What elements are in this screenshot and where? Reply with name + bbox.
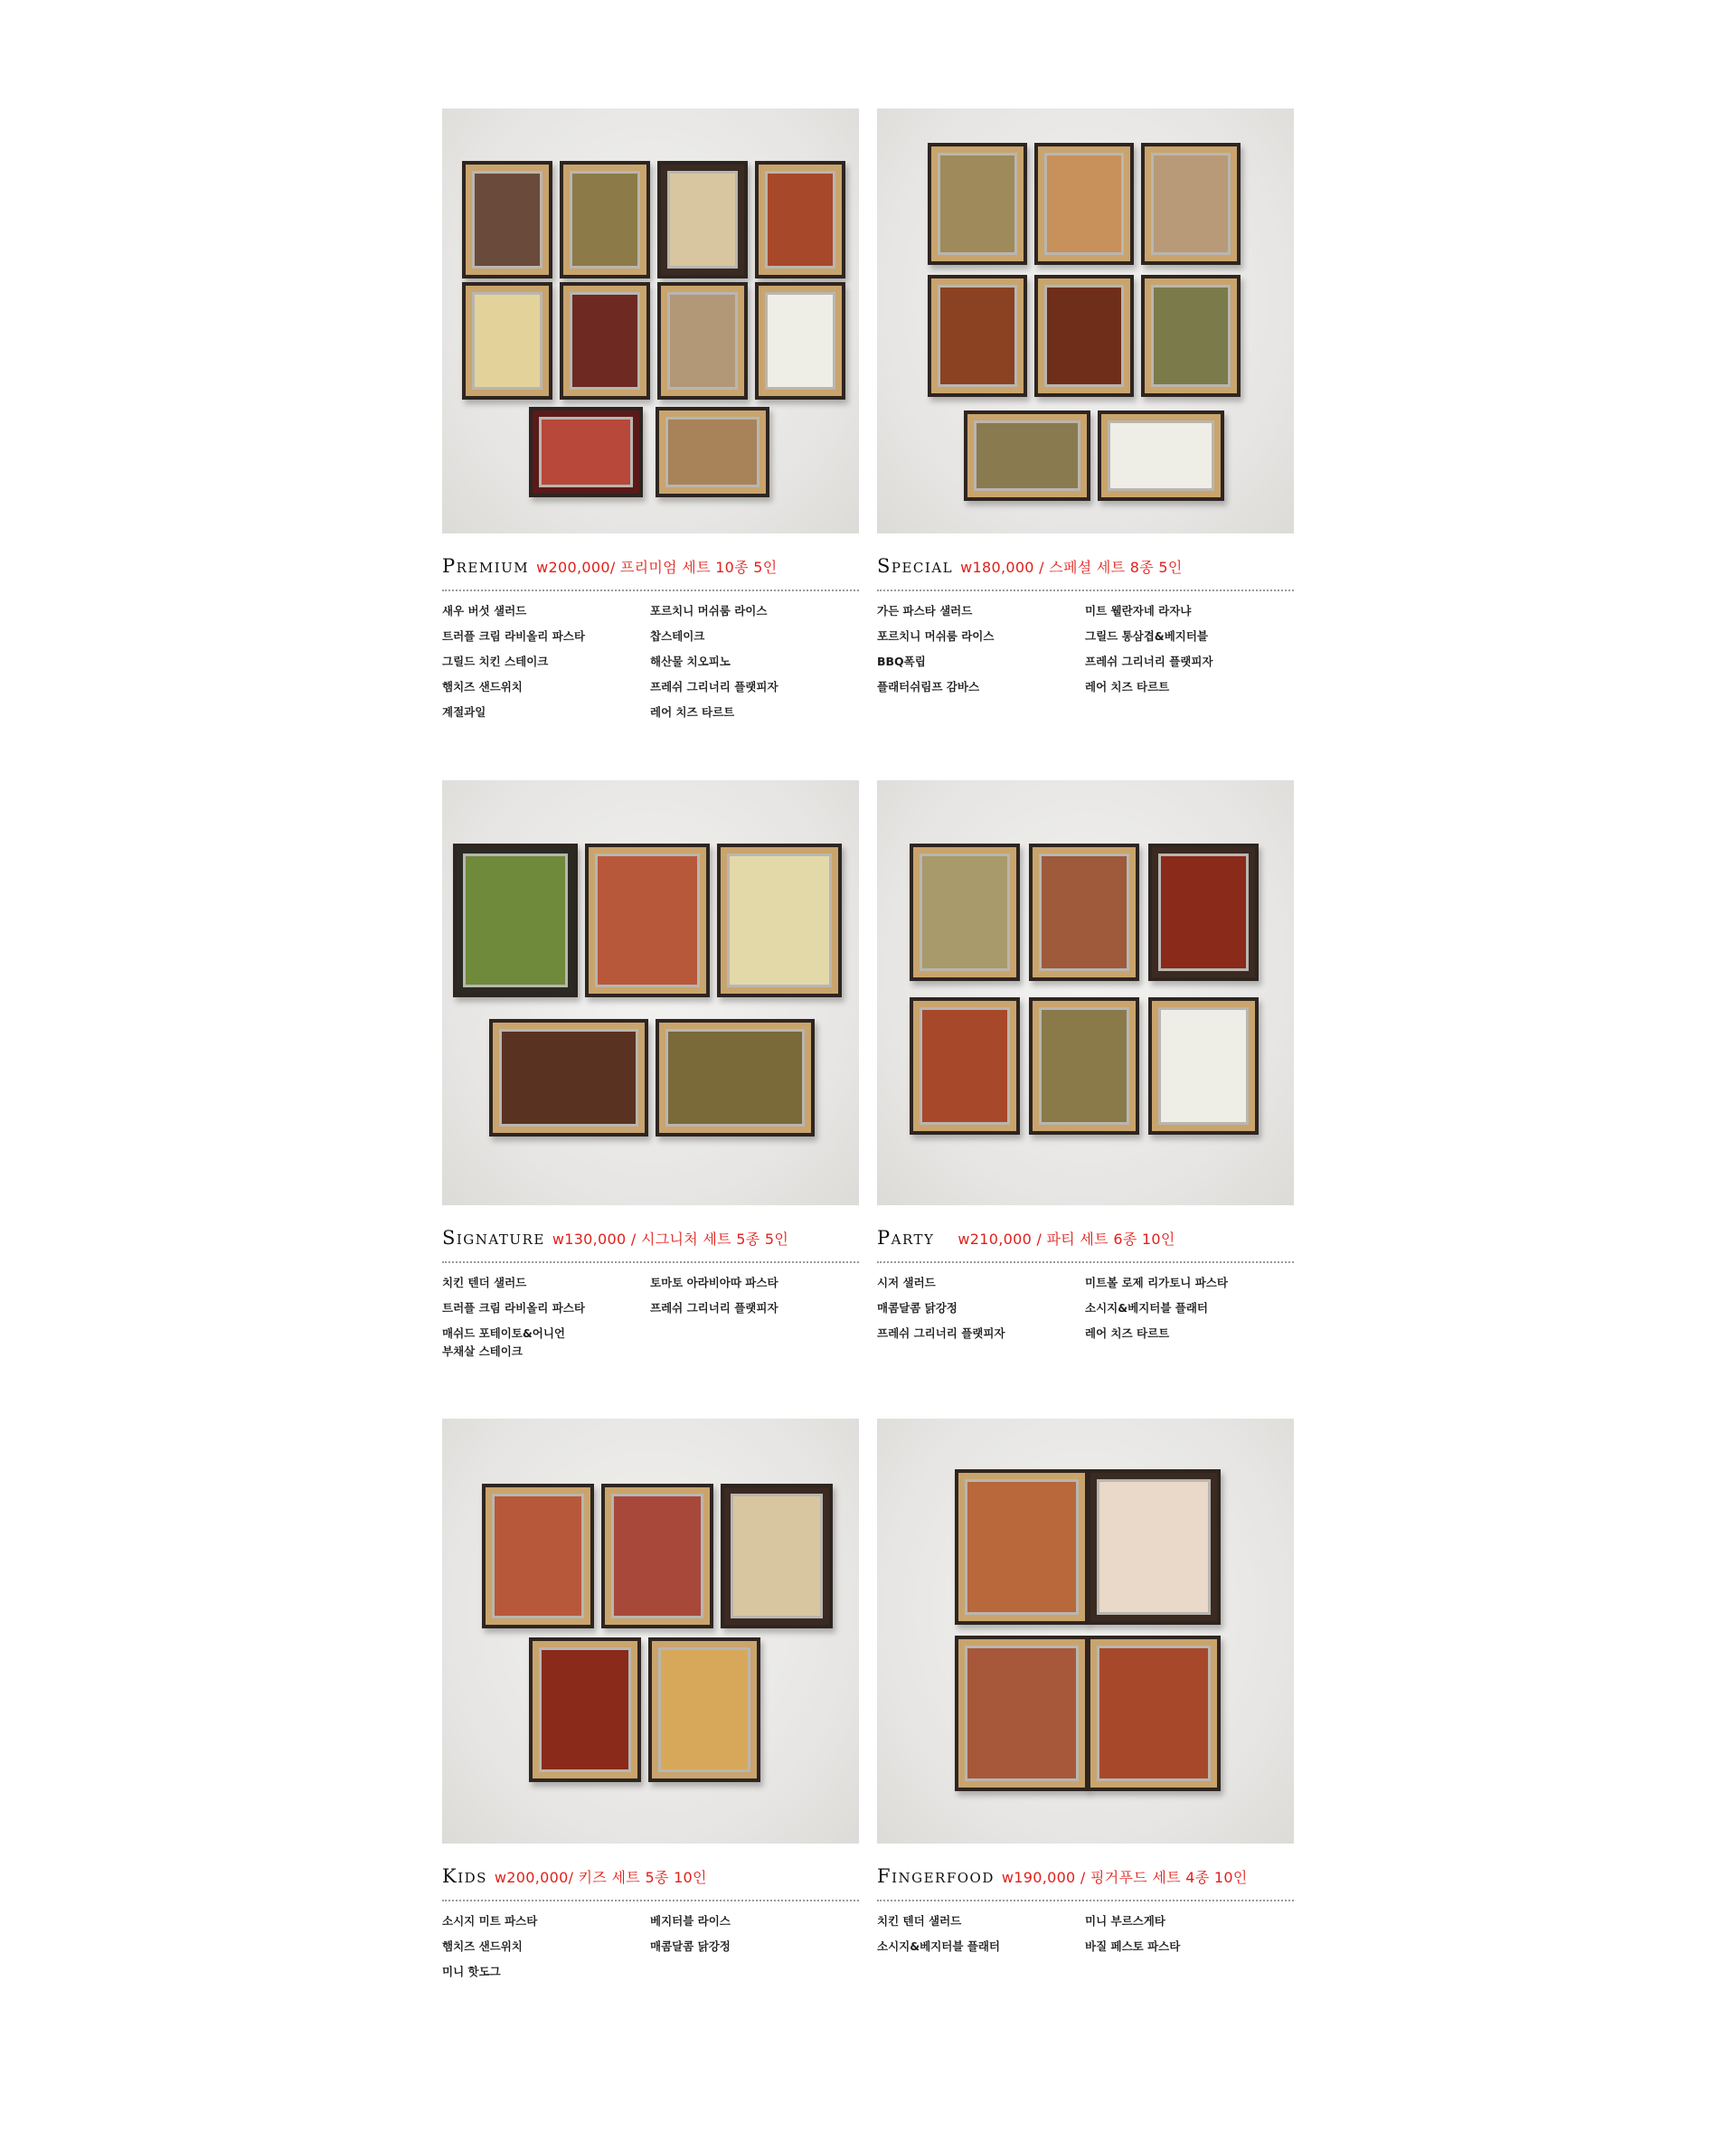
menu-item-list <box>877 1912 1294 1956</box>
menu-item: 가든 파스타 샐러드 <box>877 604 973 618</box>
set-card-party <box>877 780 1294 1343</box>
menu-item: 레어 치즈 타르트 <box>1085 1326 1170 1340</box>
menu-item: 프레쉬 그리너리 플랫피자 <box>650 1301 778 1315</box>
set-card-kids <box>442 1419 859 1981</box>
menu-item: 햄치즈 샌드위치 <box>442 680 523 693</box>
set-name: Kids <box>442 1865 487 1887</box>
set-price: w130,000 / 시그니처 세트 5종 5인 <box>552 1231 789 1248</box>
set-name: Party <box>877 1227 935 1249</box>
menu-item: 트러플 크림 라비올리 파스타 <box>442 1301 585 1315</box>
menu-item: 소시지&베지터블 플래터 <box>877 1939 1001 1953</box>
menu-item: 치킨 텐더 샐러드 <box>442 1276 527 1289</box>
menu-item: 미니 부르스게타 <box>1085 1914 1165 1928</box>
menu-item: 레어 치즈 타르트 <box>1085 680 1170 693</box>
set-name: Special <box>877 555 954 577</box>
menu-item: 시저 샐러드 <box>877 1276 936 1289</box>
set-price: w190,000 / 핑거푸드 세트 4종 10인 <box>1001 1869 1248 1886</box>
menu-item <box>650 1325 859 1361</box>
menu-item: 토마토 아라비아따 파스타 <box>650 1276 778 1289</box>
menu-item: 해산물 치오피노 <box>650 655 731 668</box>
food-photo <box>442 1419 859 1844</box>
menu-item-list <box>877 602 1294 696</box>
dotted-divider <box>877 1900 1294 1901</box>
menu-item: 햄치즈 샌드위치 <box>442 1939 523 1953</box>
menu-item: 포르치니 머쉬룸 라이스 <box>650 604 768 618</box>
set-card-premium <box>442 108 859 722</box>
set-name: Premium <box>442 555 530 577</box>
set-card-signature <box>442 780 859 1361</box>
menu-item: 베지터블 라이스 <box>650 1914 731 1928</box>
set-price: w210,000 / 파티 세트 6종 10인 <box>958 1231 1175 1248</box>
menu-item: 소시지&베지터블 플래터 <box>1085 1301 1209 1315</box>
set-name: Fingerfood <box>877 1865 995 1887</box>
menu-item: 포르치니 머쉬룸 라이스 <box>877 629 995 643</box>
set-card-special <box>877 108 1294 696</box>
menu-item: 프레쉬 그리너리 플랫피자 <box>650 680 778 693</box>
menu-item: 미트 웰란자네 라자냐 <box>1085 604 1192 618</box>
menu-item-list <box>442 1274 859 1361</box>
set-price: w200,000/ 프리미엄 세트 10종 5인 <box>536 559 778 576</box>
menu-item: 매콤달콤 닭강정 <box>877 1301 958 1315</box>
menu-item: 바질 페스토 파스타 <box>1085 1939 1181 1953</box>
menu-item: 미트볼 로제 리가토니 파스타 <box>1085 1276 1228 1289</box>
menu-item: 플래터쉬림프 감바스 <box>877 680 980 693</box>
menu-item: 그릴드 치킨 스테이크 <box>442 655 549 668</box>
menu-item-list <box>442 602 859 722</box>
food-photo <box>877 780 1294 1205</box>
dotted-divider <box>442 1900 859 1901</box>
dotted-divider <box>877 1261 1294 1263</box>
food-photo <box>442 108 859 533</box>
set-price: w180,000 / 스페셜 세트 8종 5인 <box>960 559 1183 576</box>
dotted-divider <box>442 590 859 591</box>
menu-item: 매콤달콤 닭강정 <box>650 1939 731 1953</box>
set-card-fingerfood <box>877 1419 1294 1956</box>
set-title <box>877 1227 1294 1254</box>
menu-item: 그릴드 통삼겹&베지터블 <box>1085 629 1209 643</box>
set-title <box>442 555 859 582</box>
menu-item: 찹스테이크 <box>650 629 705 643</box>
set-title <box>442 1865 859 1892</box>
menu-item: 트러플 크림 라비올리 파스타 <box>442 629 585 643</box>
menu-item: 레어 치즈 타르트 <box>650 705 735 719</box>
food-photo <box>877 1419 1294 1844</box>
set-title <box>877 1865 1294 1892</box>
menu-item: 매쉬드 포테이토&어니언 부채살 스테이크 <box>442 1326 566 1358</box>
menu-item: 치킨 텐더 샐러드 <box>877 1914 962 1928</box>
set-name: Signature <box>442 1227 545 1249</box>
menu-item: 프레쉬 그리너리 플랫피자 <box>877 1326 1005 1340</box>
menu-item-list <box>442 1912 859 1981</box>
menu-item: 계절과일 <box>442 705 486 719</box>
food-photo <box>442 780 859 1205</box>
dotted-divider <box>442 1261 859 1263</box>
food-photo <box>877 108 1294 533</box>
menu-item: 프레쉬 그리너리 플랫피자 <box>1085 655 1213 668</box>
menu-item-list <box>877 1274 1294 1343</box>
menu-item <box>650 1963 859 1981</box>
menu-item: BBQ폭립 <box>877 655 926 668</box>
menu-item: 미니 핫도그 <box>442 1965 501 1978</box>
menu-item: 소시지 미트 파스타 <box>442 1914 538 1928</box>
set-title <box>442 1227 859 1254</box>
dotted-divider <box>877 590 1294 591</box>
set-price: w200,000/ 키즈 세트 5종 10인 <box>494 1869 707 1886</box>
menu-item: 새우 버섯 샐러드 <box>442 604 527 618</box>
set-title <box>877 555 1294 582</box>
